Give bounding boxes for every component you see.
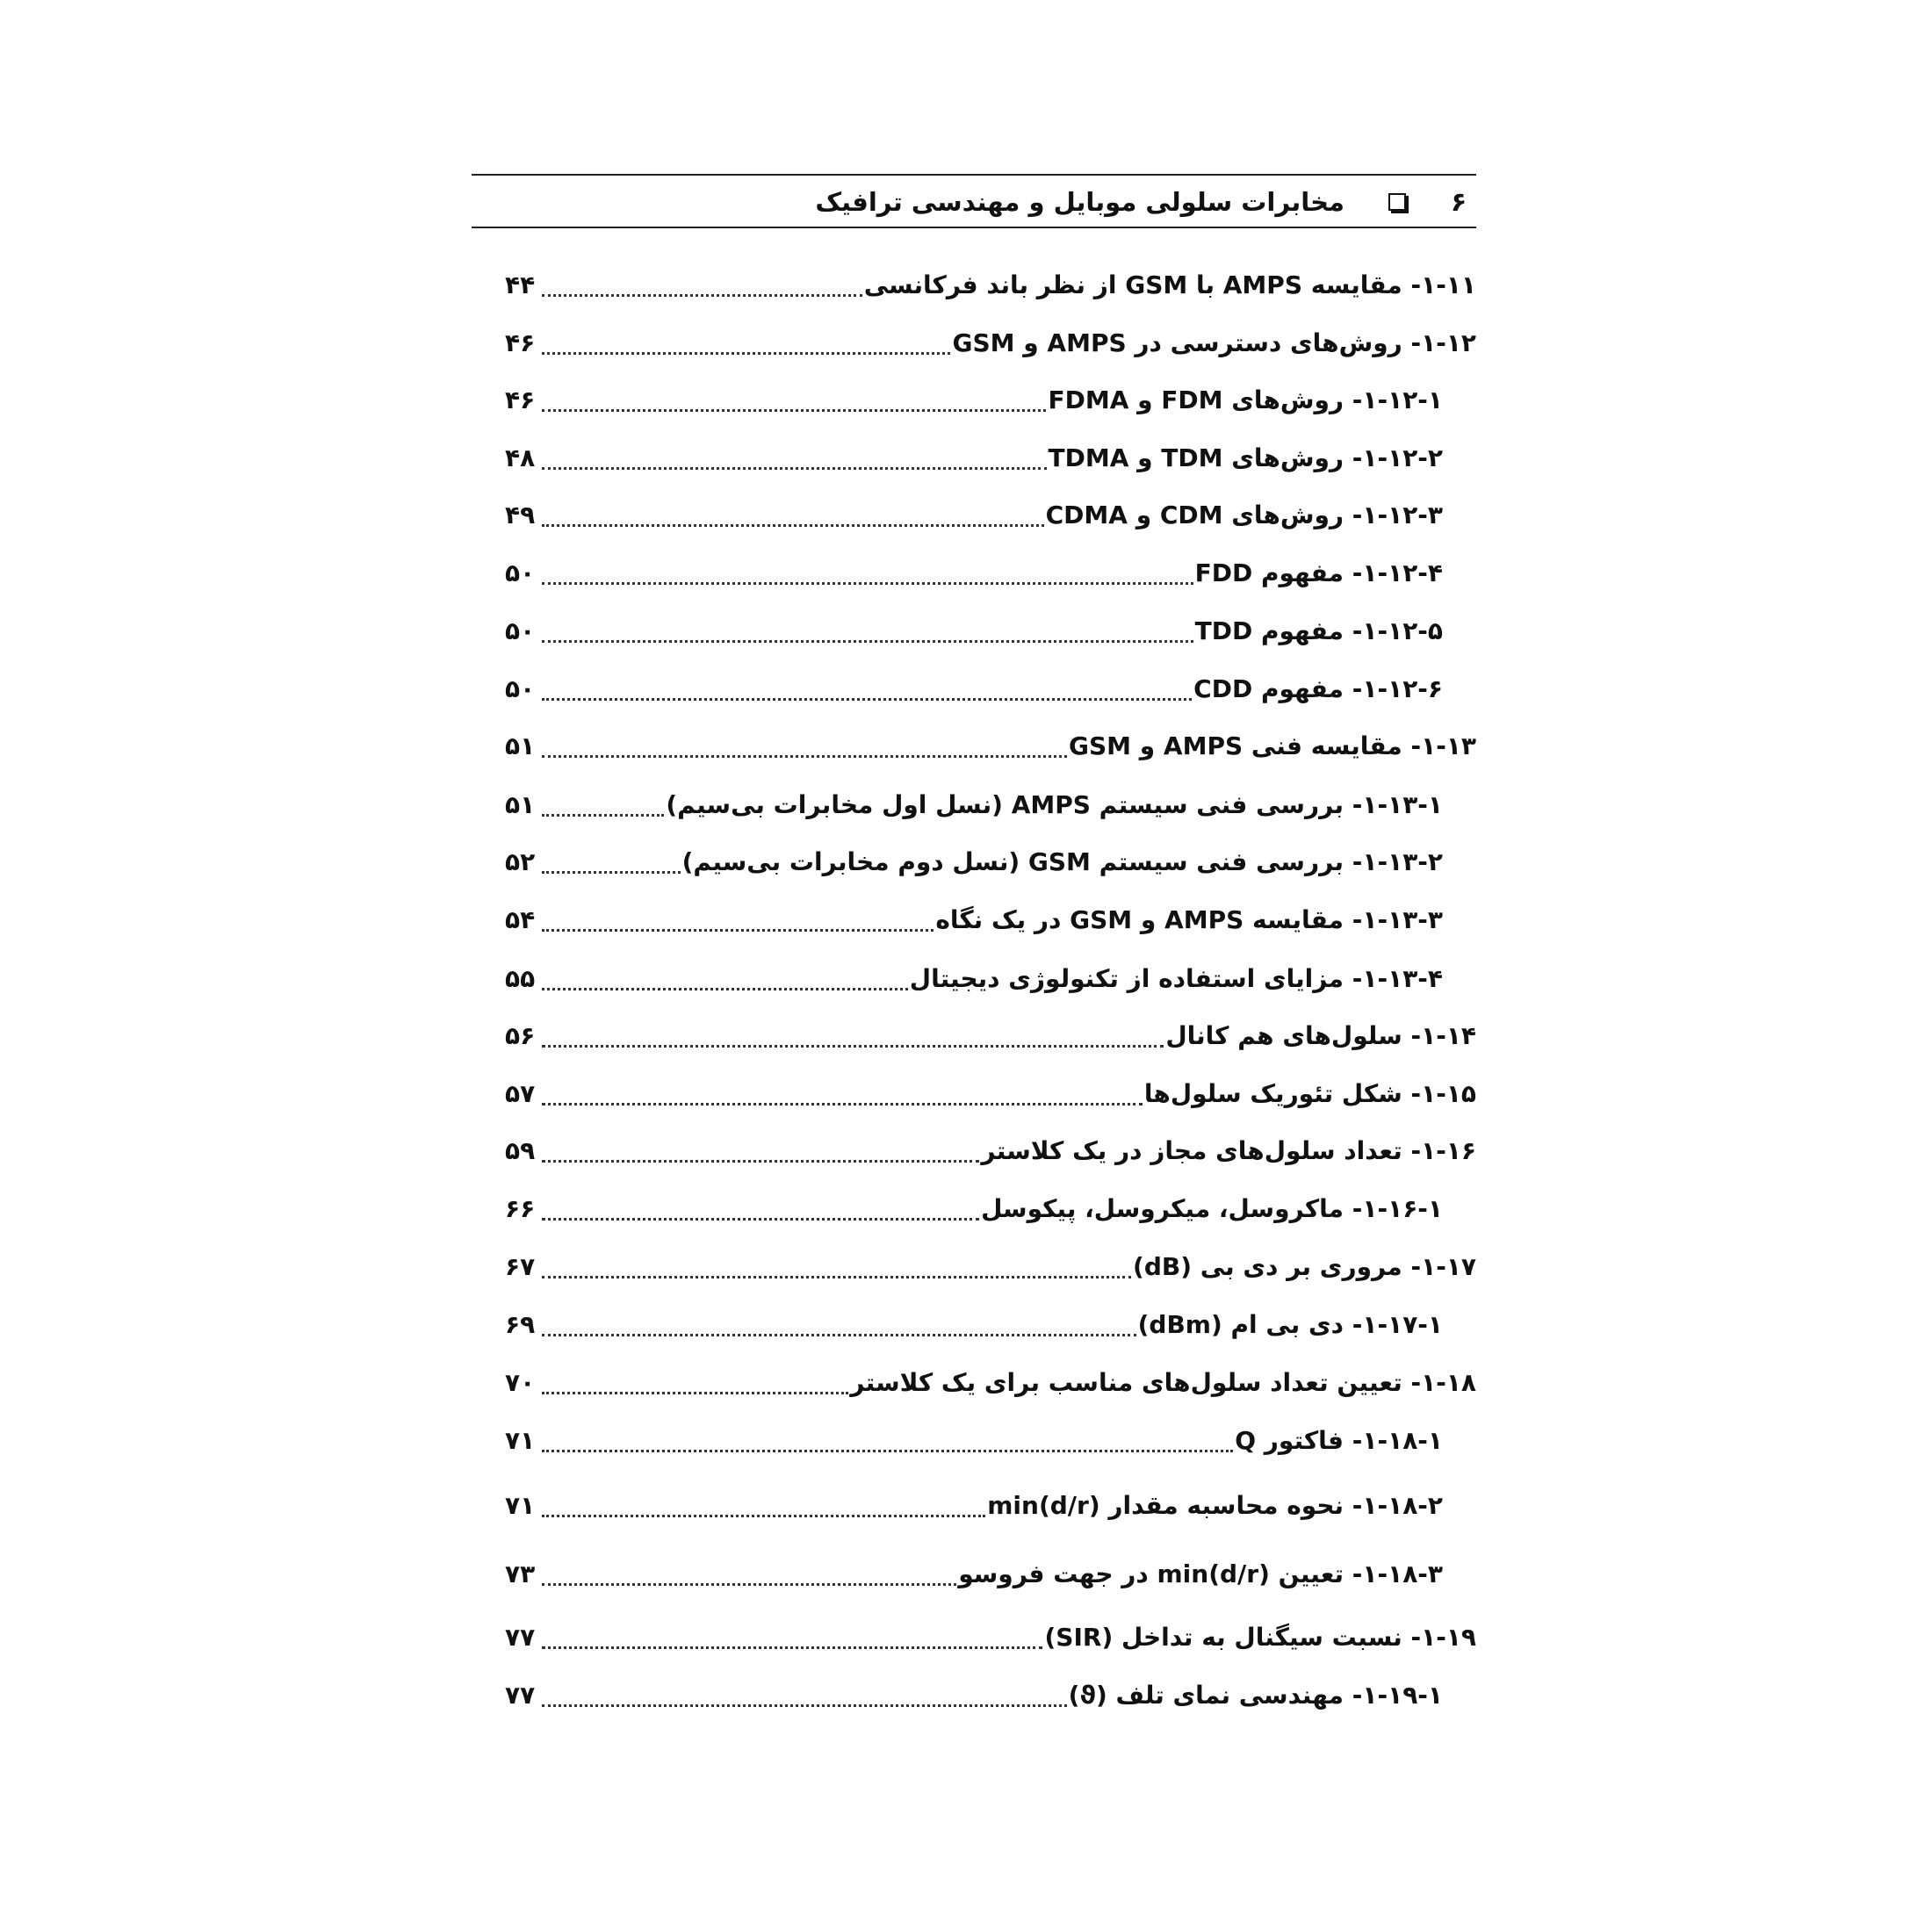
toc-entry-page-number: ۴۶ xyxy=(505,328,536,357)
toc-entry[interactable] xyxy=(505,1072,1476,1116)
toc-entry-page-number: ۴۸ xyxy=(505,443,536,472)
toc-entry[interactable] xyxy=(505,1014,1476,1058)
toc-entry-label: ۱-۱۲-۶- مفهوم CDD xyxy=(1193,674,1443,703)
dot-leader xyxy=(542,988,908,990)
toc-entry[interactable] xyxy=(505,724,1476,768)
toc-entry[interactable] xyxy=(505,1616,1476,1660)
toc-entry-page-number: ۵۱ xyxy=(505,731,536,760)
page-number: ۶ xyxy=(1450,186,1467,218)
toc-entry[interactable] xyxy=(505,783,1443,827)
toc-entry[interactable] xyxy=(505,1303,1443,1347)
toc-entry[interactable] xyxy=(505,1484,1443,1528)
header-top-rule xyxy=(472,174,1476,176)
checkbox-square-icon xyxy=(1388,193,1406,211)
dot-leader xyxy=(542,1103,1143,1106)
toc-entry[interactable] xyxy=(505,493,1443,537)
dot-leader xyxy=(542,352,950,355)
toc-entry[interactable] xyxy=(505,1419,1443,1463)
toc-entry-label: ۱-۱۸- تعیین تعداد سلول‌های مناسب برای یک کلاستر xyxy=(850,1368,1476,1397)
toc-entry-page-number: ۵۴ xyxy=(505,905,536,934)
toc-entry-label: ۱-۱۵- شکل تئوریک سلول‌ها xyxy=(1143,1079,1476,1108)
toc-entry-label: ۱-۱۱- مقایسه AMPS با GSM از نظر باند فرکانسی xyxy=(863,270,1476,299)
toc-entry-label: ۱-۱۳-۱- بررسی فنی سیستم AMPS (نسل اول مخابرات بی‌سیم) xyxy=(666,790,1443,819)
toc-entry-label: ۱-۱۹-۱- مهندسی نمای تلف (ϑ) xyxy=(1068,1681,1443,1710)
toc-entry[interactable] xyxy=(505,957,1443,1001)
toc-entry-page-number: ۷۷ xyxy=(505,1623,536,1652)
toc-entry-page-number: ۵۲ xyxy=(505,847,536,876)
dot-leader xyxy=(542,1704,1067,1707)
dot-leader xyxy=(542,1334,1136,1336)
toc-entry[interactable] xyxy=(505,840,1443,884)
dot-leader xyxy=(542,1583,956,1586)
toc-entry-label: ۱-۱۳-۲- بررسی فنی سیستم GSM (نسل دوم مخابرات بی‌سیم) xyxy=(681,847,1443,876)
dot-leader xyxy=(542,871,681,874)
toc-entry-label: ۱-۱۶- تعداد سلول‌های مجاز در یک کلاستر xyxy=(981,1136,1476,1165)
dot-leader xyxy=(542,582,1193,585)
dot-leader xyxy=(542,698,1192,701)
toc-entry[interactable] xyxy=(505,263,1476,307)
toc-entry-label: ۱-۱۲-۲- روش‌های TDM و TDMA xyxy=(1048,443,1443,472)
toc-entry-page-number: ۷۳ xyxy=(505,1559,536,1588)
toc-entry-label: ۱-۱۷-۱- دی بی ام (dBm) xyxy=(1137,1310,1443,1339)
toc-entry-label: ۱-۱۳- مقایسه فنی AMPS و GSM xyxy=(1069,731,1476,760)
toc-entry[interactable] xyxy=(505,1361,1476,1405)
toc-entry[interactable] xyxy=(505,609,1443,653)
dot-leader xyxy=(542,929,934,932)
toc-entry-label: ۱-۱۲-۳- روش‌های CDM و CDMA xyxy=(1045,501,1443,529)
toc-entry-label: ۱-۱۲-۱- روش‌های FDM و FDMA xyxy=(1048,385,1443,414)
dot-leader xyxy=(542,524,1044,527)
toc-entry-page-number: ۷۷ xyxy=(505,1681,536,1710)
toc-entry-page-number: ۵۷ xyxy=(505,1079,536,1108)
toc-entry-page-number: ۴۹ xyxy=(505,501,536,529)
dot-leader xyxy=(542,755,1067,758)
toc-entry-page-number: ۵۹ xyxy=(505,1136,536,1165)
toc-entry-label: ۱-۱۲- روش‌های دسترسی در AMPS و GSM xyxy=(952,328,1476,357)
dot-leader xyxy=(542,1276,1131,1278)
toc-entry[interactable] xyxy=(505,1674,1443,1718)
toc-entry-label: ۱-۱۲-۵- مفهوم TDD xyxy=(1194,616,1443,645)
header-bottom-rule xyxy=(472,227,1476,228)
toc-entry-page-number: ۵۵ xyxy=(505,964,536,993)
dot-leader xyxy=(542,1045,1164,1048)
toc-entry-label: ۱-۱۳-۳- مقایسه AMPS و GSM در یک نگاه xyxy=(935,905,1443,934)
toc-entry[interactable] xyxy=(505,1129,1476,1173)
toc-entry[interactable] xyxy=(505,1245,1476,1289)
dot-leader xyxy=(542,1646,1042,1649)
toc-entry-label: ۱-۱۴- سلول‌های هم کانال xyxy=(1165,1021,1476,1050)
dot-leader xyxy=(542,467,1047,470)
toc-entry-page-number: ۶۷ xyxy=(505,1252,536,1281)
toc-entry-page-number: ۷۱ xyxy=(505,1491,536,1520)
running-header xyxy=(472,181,1476,223)
toc-entry-label: ۱-۱۸-۱- فاکتور Q xyxy=(1235,1426,1443,1455)
dot-leader xyxy=(542,640,1193,643)
toc-entry-label: ۱-۱۸-۲- نحوه محاسبه مقدار (d/r)min xyxy=(987,1491,1443,1520)
dot-leader xyxy=(542,1392,848,1394)
toc-entry-label: ۱-۱۹- نسبت سیگنال به تداخل (SIR) xyxy=(1044,1623,1476,1652)
toc-entry-page-number: ۵۰ xyxy=(505,674,536,703)
dot-leader xyxy=(542,1450,1233,1452)
toc-entry-label: ۱-۱۸-۳- تعیین (d/r)min در جهت فروسو xyxy=(958,1559,1443,1588)
toc-entry-page-number: ۵۰ xyxy=(505,558,536,587)
toc-entry[interactable] xyxy=(505,1552,1443,1596)
toc-entry-label: ۱-۱۷- مروری بر دی بی (dB) xyxy=(1133,1252,1476,1281)
book-title: مخابرات سلولی موبایل و مهندسی ترافیک xyxy=(815,187,1344,217)
dot-leader xyxy=(542,1218,979,1221)
toc-entry-page-number: ۶۹ xyxy=(505,1310,536,1339)
dot-leader xyxy=(542,1160,979,1163)
toc-entry[interactable] xyxy=(505,1187,1443,1231)
toc-entry[interactable] xyxy=(505,436,1443,480)
toc-entry-page-number: ۵۰ xyxy=(505,616,536,645)
toc-entry-label: ۱-۱۲-۴- مفهوم FDD xyxy=(1194,558,1443,587)
toc-entry[interactable] xyxy=(505,667,1443,711)
toc-entry[interactable] xyxy=(505,551,1443,595)
dot-leader xyxy=(542,294,862,297)
toc-entry-page-number: ۷۱ xyxy=(505,1426,536,1455)
toc-entry-page-number: ۶۶ xyxy=(505,1194,536,1223)
toc-entry-label: ۱-۱۶-۱- ماکروسل، میکروسل، پیکوسل xyxy=(981,1194,1443,1223)
toc-entry[interactable] xyxy=(505,321,1476,365)
dot-leader xyxy=(542,1515,985,1517)
dot-leader xyxy=(542,409,1046,412)
toc-entry[interactable] xyxy=(505,378,1443,422)
toc-entry-page-number: ۴۴ xyxy=(505,270,536,299)
toc-entry-page-number: ۷۰ xyxy=(505,1368,536,1397)
dot-leader xyxy=(542,814,664,817)
toc-entry-page-number: ۵۶ xyxy=(505,1021,536,1050)
toc-entry[interactable] xyxy=(505,898,1443,942)
toc-entry-page-number: ۵۱ xyxy=(505,790,536,819)
toc-entry-page-number: ۴۶ xyxy=(505,385,536,414)
toc-entry-label: ۱-۱۳-۴- مزایای استفاده از تکنولوژی دیجیتال xyxy=(909,964,1443,993)
